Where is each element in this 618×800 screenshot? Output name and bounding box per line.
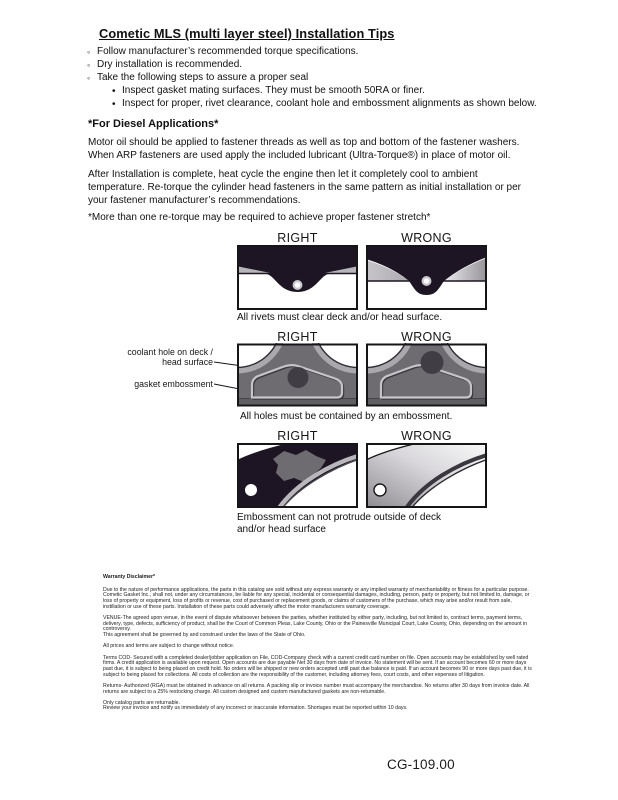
warranty-disclaimer [103, 575, 536, 718]
diagram-hole-wrong [366, 343, 487, 407]
list-item [87, 59, 553, 72]
bullet-marker: • [112, 99, 116, 110]
bullet-marker: • [112, 86, 116, 97]
bullet-marker: ◦ [87, 60, 91, 70]
page-title: Cometic MLS (multi layer steel) Installation Tips [99, 26, 395, 41]
warranty-paragraph: All prices and terms are subject to change without notice. [103, 643, 235, 650]
hole-right-illustration [237, 343, 358, 407]
warranty-paragraph: Review your invoice and notify us immediately of any incorrect or inaccurate information. Shortages must be reported within 10 days. [103, 705, 408, 712]
diagram-hole-right [237, 343, 358, 407]
annotation-gasket-embossment: gasket embossment [134, 379, 213, 389]
list-item [87, 46, 553, 59]
row2-wrong-label: WRONG [401, 330, 452, 344]
embossment-right-illustration [237, 443, 358, 508]
row2-right-label: RIGHT [277, 330, 318, 344]
diesel-applications-heading: *For Diesel Applications* [88, 118, 219, 130]
row1-caption: All rivets must clear deck and/or head surface. [237, 312, 443, 323]
list-item-text: Follow manufacturer’s recommended torque specifications. [97, 46, 359, 57]
list-item-text: Dry installation is recommended. [97, 59, 243, 70]
warranty-paragraph: Terms COD- Secured with a completed dealer/jobber application on File, COD-Company check with a current credit card number on file. Open accounts may be established by well rated firms. A credit application is available upon request. Open accounts are due payable Net 30 days from date of invoice. No statement will be sent. If an account becomes 60 or more days past due, it is subject to being placed on credit hold. No orders will be shipped or new orders accepted until past due balance is paid. If an account becomes 90 or more days past due, it is subject to being placed for collections. All costs of collection are the responsibility of the customer, including attorney fees, court costs, and other expenses of litigation. [103, 654, 532, 678]
rivet-wrong-illustration [366, 245, 487, 310]
row2-caption: All holes must be contained by an embossment. [240, 411, 453, 422]
diesel-paragraph-2: After Installation is complete, heat cycle the engine then let it completely cool to ambient temperature. Re-torque the cylinder head fasteners in the same pattern as initial installation or per your fastener manufacturer’s recommendations. [88, 169, 522, 206]
hole-wrong-illustration [366, 343, 487, 407]
row3-caption: Embossment can not protrude outside of deck and/or head surface [237, 512, 442, 535]
list-item-text: Take the following steps to assure a proper seal [97, 72, 309, 83]
warranty-heading: Warranty Disclaimer* [103, 574, 155, 580]
list-item-text: Inspect gasket mating surfaces. They must be smooth 50RA or finer. [122, 85, 425, 96]
row1-right-label: RIGHT [277, 231, 318, 245]
rivet-right-illustration [237, 245, 358, 310]
list-item [112, 85, 553, 98]
list-item [87, 72, 553, 85]
diagram-embossment-wrong [366, 443, 487, 508]
bullet-marker: ◦ [87, 73, 91, 83]
diesel-paragraph-1: Motor oil should be applied to fastener threads as well as top and bottom of the fastener washers. When ARP fasteners are used apply the included lubricant (Ultra-Torque®) in place of motor oil. [88, 137, 520, 161]
retorque-note: *More than one re-torque may be required to achieve proper fastener stretch* [88, 212, 431, 223]
warranty-paragraph: Returns- Authorized (RGA) must be obtained in advance on all returns. A packing slip or invoice number must accompany the merchandise. No returns after 30 days from invoice date. All returns are subject to a 25% restocking charge. All custom designed and custom manufactured gaskets are non-returnable. [103, 682, 530, 695]
warranty-paragraph: Due to the nature of performance applications, the parts in this catalog are sold without any express warranty or any implied warranty of merchantability or fitness for a particular purpose. Cometic Gasket Inc., shall not, under any circumstances, be liable for any special, incidental or consequential damages, including, person, party or property, but not limited to, damage, or loss of property or equipment, loss of profits or revenue, cost of purchased or replacement goods, or claims of customers of the purchase, which may arise and/or result from sale, instillation or use of these parts. Installation of these parts could adversely affect the motor manufacturers warranty coverage. [103, 586, 530, 610]
row1-wrong-label: WRONG [401, 231, 452, 245]
bullet-marker: ◦ [87, 47, 91, 57]
annotation-coolant-hole: coolant hole on deck / head surface [127, 347, 213, 367]
warranty-paragraph: Only catalog parts are returnable. [103, 699, 180, 706]
catalog-page-code: CG-109.00 [387, 757, 455, 772]
install-tips-list [87, 46, 553, 111]
diagram-rivet-wrong [366, 245, 487, 310]
diagram-embossment-right [237, 443, 358, 508]
list-item-text: Inspect for proper, rivet clearance, coolant hole and embossment alignments as shown below. [122, 98, 537, 109]
row3-right-label: RIGHT [277, 429, 318, 443]
row3-wrong-label: WRONG [401, 429, 452, 443]
warranty-paragraph: VENUE-The agreed upon venue, in the event of dispute whatsoever between the parties, whether instituted by either party, including, but not limited to, contract terms, payment terms, delivery, type, defects, sufficiency of product, shall be the Court of Common Pleas, Lake County, Ohio or the Painesville Municipal Court, Lake County, Ohio, depending on the amount in controversy. [103, 615, 528, 633]
list-item [112, 98, 553, 111]
embossment-wrong-illustration [366, 443, 487, 508]
diagram-rivet-right [237, 245, 358, 310]
warranty-paragraph: This agreement shall be governed by and construed under the laws of the State of Ohio. [103, 632, 306, 639]
